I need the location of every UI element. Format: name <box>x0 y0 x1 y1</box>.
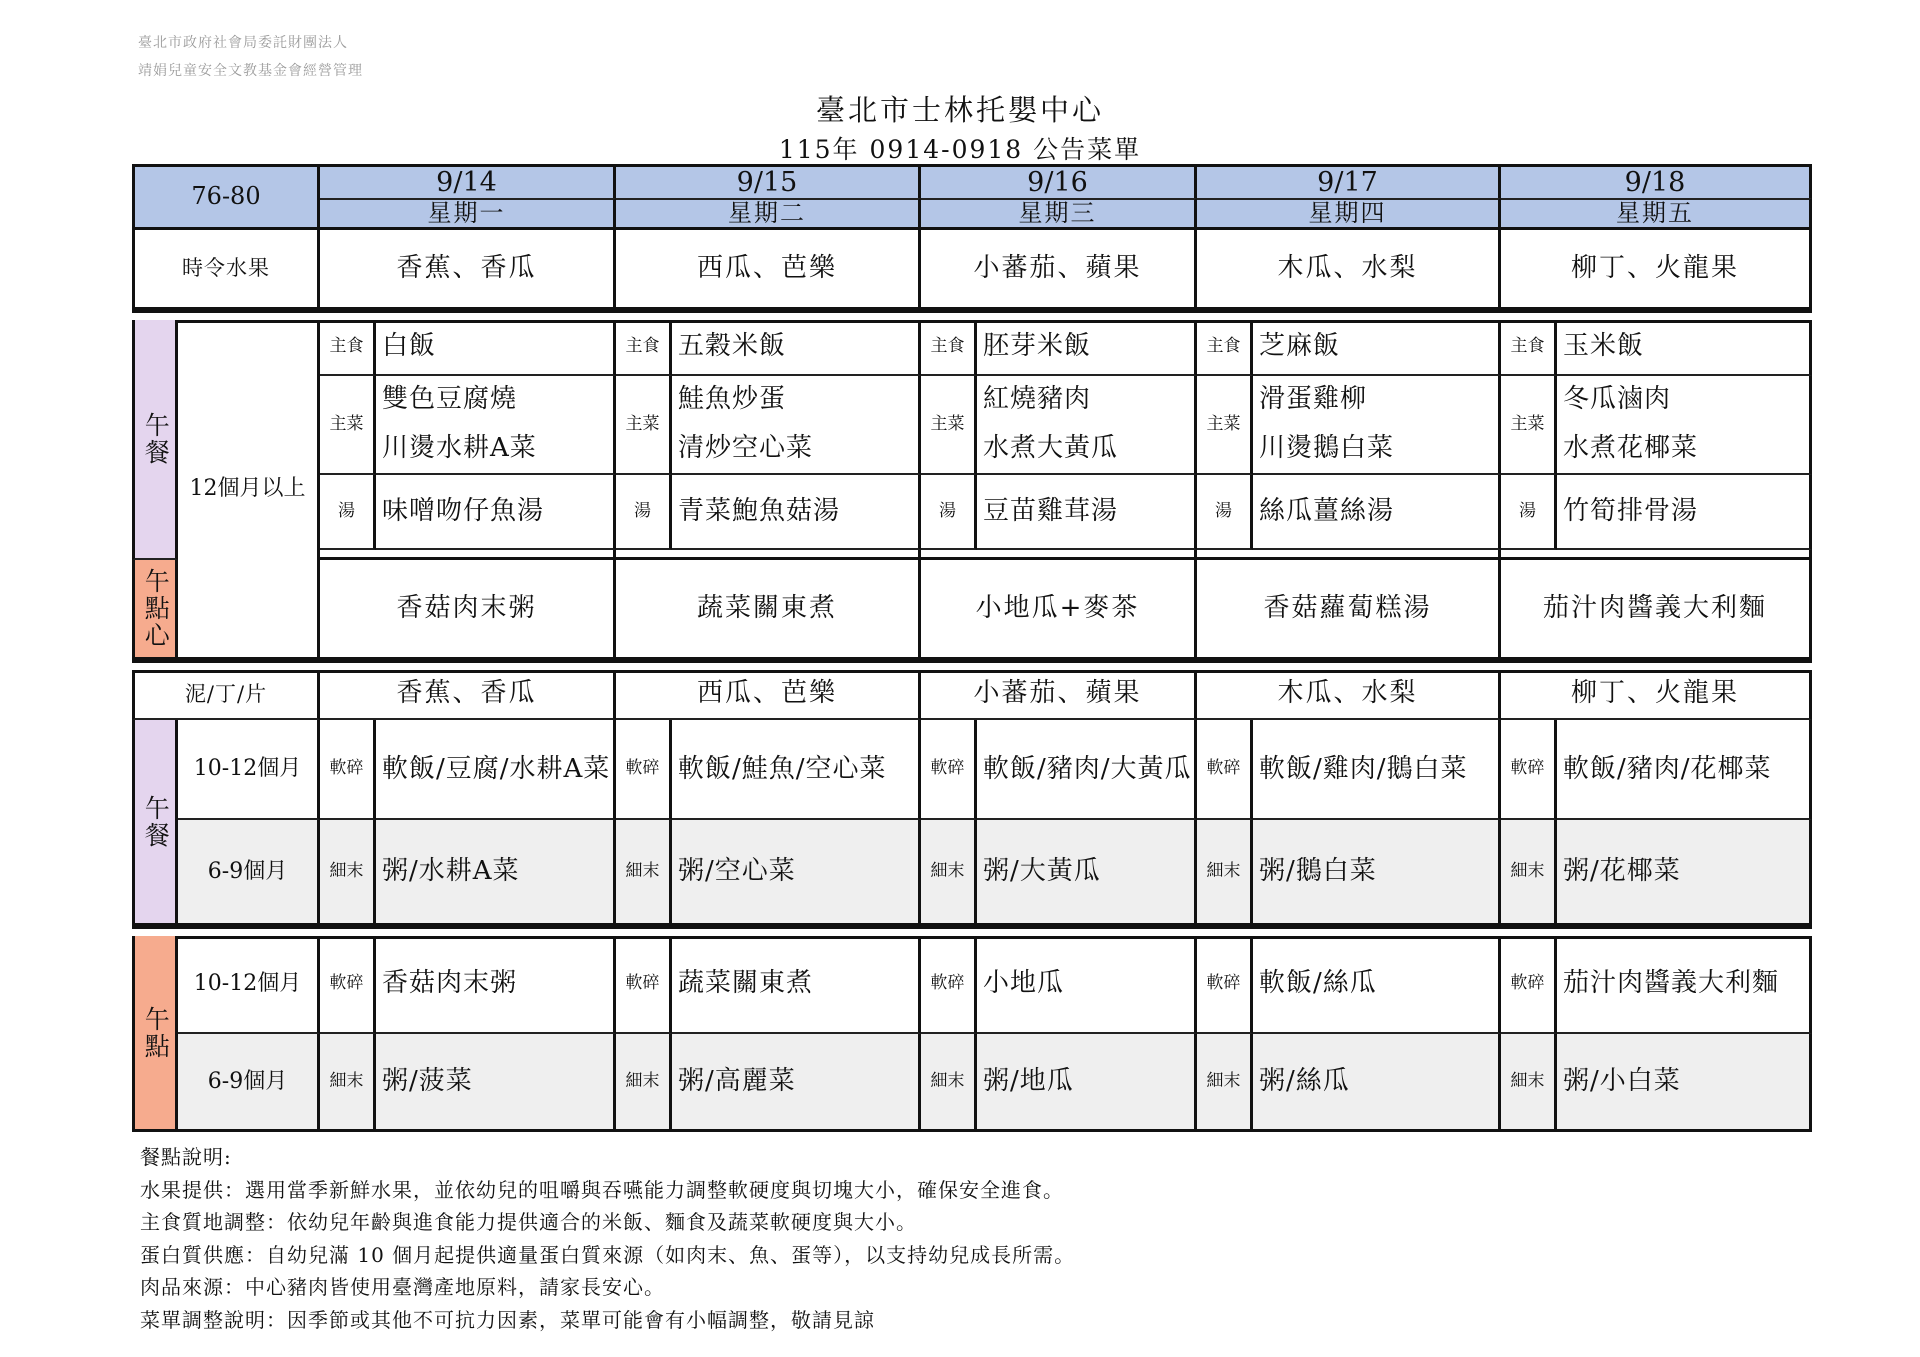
main-cell <box>672 376 921 475</box>
fine-tag: 細末 <box>1197 820 1253 926</box>
soup-tag: 湯 <box>1197 475 1253 550</box>
fruit-cell: 柳丁、火龍果 <box>1501 230 1812 310</box>
soup-tag: 湯 <box>1501 475 1557 550</box>
soup-tag: 湯 <box>616 475 672 550</box>
weekday-header: 星期三 <box>921 198 1197 230</box>
row-gap <box>616 550 921 560</box>
fruit-cell: 西瓜、芭樂 <box>616 230 921 310</box>
staple-cell: 白飯 <box>376 320 616 376</box>
main-dish-2: 水煮花椰菜 <box>1563 432 1699 463</box>
staple-cell: 芝麻飯 <box>1253 320 1501 376</box>
snack-6-9-cell: 粥/菠菜 <box>376 1034 616 1132</box>
date-header: 9/14 <box>320 164 616 198</box>
lunch-6-9-cell: 粥/空心菜 <box>672 820 921 926</box>
lunch-10-12-cell: 軟飯/豬肉/花椰菜 <box>1557 720 1812 820</box>
snack-cell: 蔬菜關東煮 <box>616 560 921 660</box>
lunch-10-12-cell: 軟飯/豆腐/水耕A菜 <box>376 720 616 820</box>
soft-tag: 軟碎 <box>1197 936 1253 1034</box>
snack-6-9-cell: 粥/地瓜 <box>977 1034 1197 1132</box>
fine-tag: 細末 <box>1501 1034 1557 1132</box>
main-dish-1: 滑蛋雞柳 <box>1259 384 1368 415</box>
note-line: 水果提供：選用當季新鮮水果，並依幼兒的咀嚼與吞嚥能力調整軟硬度與切塊大小，確保安全進食。 <box>140 1177 1064 1202</box>
soft-tag: 軟碎 <box>921 936 977 1034</box>
fine-tag: 細末 <box>616 820 672 926</box>
soft-tag: 軟碎 <box>320 720 376 820</box>
soft-tag: 軟碎 <box>1501 720 1557 820</box>
age-range-header: 76-80 <box>132 164 320 230</box>
snack-10-12-cell: 軟飯/絲瓜 <box>1253 936 1501 1034</box>
snack-cell: 香菇肉末粥 <box>320 560 616 660</box>
organizer-line-1: 臺北市政府社會局委託財團法人 <box>138 35 348 51</box>
snack-cell: 茄汁肉醬義大利麵 <box>1501 560 1812 660</box>
age-6-9-label: 6-9個月 <box>178 820 320 926</box>
staple-tag: 主食 <box>320 320 376 376</box>
fine-tag: 細末 <box>921 1034 977 1132</box>
date-header: 9/16 <box>921 164 1197 198</box>
texture-fruit-cell: 小蕃茄、蘋果 <box>921 670 1197 720</box>
soft-tag: 軟碎 <box>616 720 672 820</box>
snack-label <box>132 560 178 660</box>
date-header: 9/17 <box>1197 164 1501 198</box>
soft-tag: 軟碎 <box>1501 936 1557 1034</box>
note-line: 肉品來源：中心豬肉皆使用臺灣產地原料，請家長安心。 <box>140 1275 665 1299</box>
fine-tag: 細末 <box>320 1034 376 1132</box>
weekday-header: 星期二 <box>616 198 921 230</box>
main-dish-2: 水煮大黃瓜 <box>983 432 1119 463</box>
lunch-6-9-cell: 粥/水耕A菜 <box>376 820 616 926</box>
main-dish-1: 鮭魚炒蛋 <box>678 384 787 415</box>
age-over-12-label: 12個月以上 <box>178 320 320 660</box>
main-dish-2: 川燙水耕A菜 <box>382 432 537 463</box>
main-tag: 主菜 <box>320 376 376 475</box>
snack-6-9-cell: 粥/高麗菜 <box>672 1034 921 1132</box>
soft-tag: 軟碎 <box>921 720 977 820</box>
main-cell <box>1557 376 1812 475</box>
soup-cell: 豆苗雞茸湯 <box>977 475 1197 550</box>
snack-cell: 香菇蘿蔔糕湯 <box>1197 560 1501 660</box>
date-header: 9/18 <box>1501 164 1812 198</box>
staple-tag: 主食 <box>921 320 977 376</box>
texture-label: 泥/丁/片 <box>132 670 320 720</box>
note-line: 蛋白質供應：自幼兒滿 10 個月起提供適量蛋白質來源（如肉末、魚、蛋等），以支持幼兒成長所需。 <box>140 1242 1076 1267</box>
fine-tag: 細末 <box>1501 820 1557 926</box>
main-dish-2: 清炒空心菜 <box>678 432 814 463</box>
texture-fruit-cell: 柳丁、火龍果 <box>1501 670 1812 720</box>
row-gap <box>921 550 1197 560</box>
infant-lunch-label <box>132 720 178 926</box>
infant-snack-label <box>132 936 178 1132</box>
staple-tag: 主食 <box>616 320 672 376</box>
snack-10-12-cell: 茄汁肉醬義大利麵 <box>1557 936 1812 1034</box>
row-gap <box>1501 550 1812 560</box>
note-line: 主食質地調整：依幼兒年齡與進食能力提供適合的米飯、麵食及蔬菜軟硬度與大小。 <box>140 1210 917 1234</box>
soup-tag: 湯 <box>320 475 376 550</box>
lunch-6-9-cell: 粥/大黃瓜 <box>977 820 1197 926</box>
fine-tag: 細末 <box>921 820 977 926</box>
main-dish-1: 雙色豆腐燒 <box>382 384 518 415</box>
row-gap <box>1197 550 1501 560</box>
soup-cell: 味噌吻仔魚湯 <box>376 475 616 550</box>
fine-tag: 細末 <box>320 820 376 926</box>
infant-lunch-label-text: 午餐 <box>141 794 171 849</box>
page-subtitle: 115年 0914-0918 公告菜單 <box>778 135 1142 164</box>
lunch-10-12-cell: 軟飯/豬肉/大黃瓜 <box>977 720 1197 820</box>
row-gap <box>320 550 616 560</box>
main-tag: 主菜 <box>1501 376 1557 475</box>
soft-tag: 軟碎 <box>616 936 672 1034</box>
staple-tag: 主食 <box>1501 320 1557 376</box>
main-tag: 主菜 <box>1197 376 1253 475</box>
soup-tag: 湯 <box>921 475 977 550</box>
soup-cell: 絲瓜薑絲湯 <box>1253 475 1501 550</box>
texture-fruit-cell: 木瓜、水梨 <box>1197 670 1501 720</box>
snack-6-9-cell: 粥/絲瓜 <box>1253 1034 1501 1132</box>
texture-fruit-cell: 香蕉、香瓜 <box>320 670 616 720</box>
date-header: 9/15 <box>616 164 921 198</box>
snack-cell: 小地瓜+麥茶 <box>921 560 1197 660</box>
snack-label-text: 午點心 <box>141 568 171 649</box>
fruit-cell: 木瓜、水梨 <box>1197 230 1501 310</box>
soft-tag: 軟碎 <box>1197 720 1253 820</box>
organizer-line-2: 靖娟兒童安全文教基金會經營管理 <box>138 63 363 79</box>
weekday-header: 星期五 <box>1501 198 1812 230</box>
fruit-label: 時令水果 <box>132 230 320 310</box>
lunch-label <box>132 320 178 560</box>
soup-cell: 青菜鮑魚菇湯 <box>672 475 921 550</box>
main-dish-2: 川燙鵝白菜 <box>1259 432 1395 463</box>
fine-tag: 細末 <box>616 1034 672 1132</box>
lunch-6-9-cell: 粥/花椰菜 <box>1557 820 1812 926</box>
main-dish-1: 紅燒豬肉 <box>983 384 1092 415</box>
main-dish-1: 冬瓜滷肉 <box>1563 384 1672 415</box>
snack-6-9-cell: 粥/小白菜 <box>1557 1034 1812 1132</box>
fruit-cell: 香蕉、香瓜 <box>320 230 616 310</box>
main-tag: 主菜 <box>616 376 672 475</box>
main-cell <box>977 376 1197 475</box>
weekday-header: 星期一 <box>320 198 616 230</box>
soft-tag: 軟碎 <box>320 936 376 1034</box>
lunch-10-12-cell: 軟飯/鮭魚/空心菜 <box>672 720 921 820</box>
meal-notes <box>140 1141 1075 1336</box>
main-cell <box>1253 376 1501 475</box>
note-line: 菜單調整說明：因季節或其他不可抗力因素，菜單可能會有小幅調整，敬請見諒 <box>140 1307 875 1332</box>
main-tag: 主菜 <box>921 376 977 475</box>
snack-10-12-cell: 蔬菜關東煮 <box>672 936 921 1034</box>
age-10-12-label: 10-12個月 <box>178 720 320 820</box>
fruit-cell: 小蕃茄、蘋果 <box>921 230 1197 310</box>
soup-cell: 竹筍排骨湯 <box>1557 475 1812 550</box>
age-10-12-label: 10-12個月 <box>178 936 320 1034</box>
lunch-10-12-cell: 軟飯/雞肉/鵝白菜 <box>1253 720 1501 820</box>
main-cell <box>376 376 616 475</box>
staple-cell: 玉米飯 <box>1557 320 1812 376</box>
lunch-label-text: 午餐 <box>141 412 171 466</box>
texture-fruit-cell: 西瓜、芭樂 <box>616 670 921 720</box>
staple-tag: 主食 <box>1197 320 1253 376</box>
infant-snack-label-text: 午點 <box>141 1005 171 1060</box>
snack-10-12-cell: 香菇肉末粥 <box>376 936 616 1034</box>
menu-table <box>132 164 1812 1134</box>
weekday-header: 星期四 <box>1197 198 1501 230</box>
note-line: 餐點說明: <box>140 1145 232 1169</box>
staple-cell: 胚芽米飯 <box>977 320 1197 376</box>
lunch-6-9-cell: 粥/鵝白菜 <box>1253 820 1501 926</box>
age-6-9-label: 6-9個月 <box>178 1034 320 1132</box>
page-title: 臺北市士林托嬰中心 <box>815 93 1104 127</box>
snack-10-12-cell: 小地瓜 <box>977 936 1197 1034</box>
fine-tag: 細末 <box>1197 1034 1253 1132</box>
staple-cell: 五穀米飯 <box>672 320 921 376</box>
